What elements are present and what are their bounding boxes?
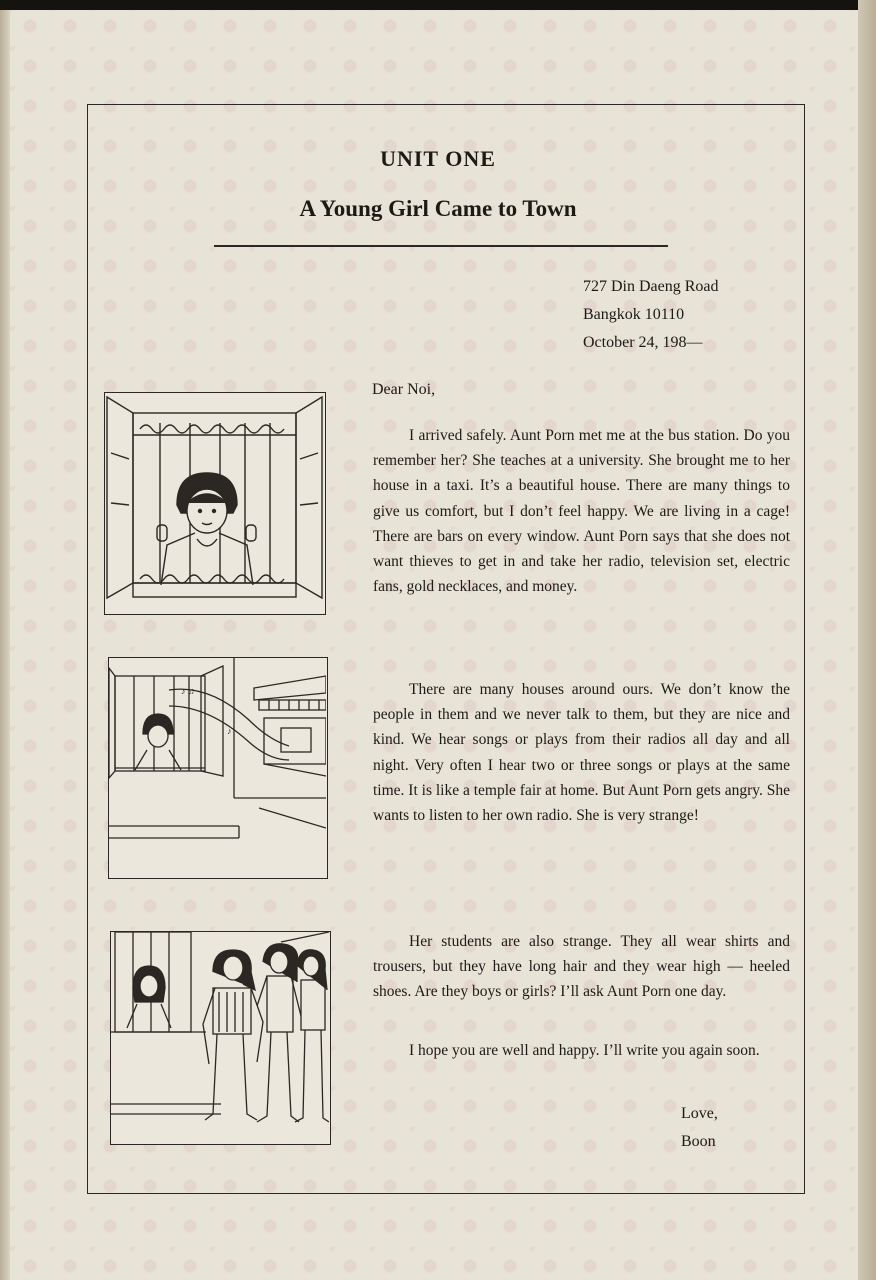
letter-address-block — [583, 273, 719, 357]
letter-salutation: Dear Noi, — [372, 381, 436, 398]
svg-text:♪: ♪ — [227, 726, 232, 736]
page-right-edge — [858, 0, 876, 1280]
address-city: Bangkok 10110 — [583, 306, 685, 323]
letter-paragraph-1 — [373, 423, 790, 599]
long-haired-students-icon — [110, 931, 331, 1145]
unit-heading: UNIT ONE — [380, 146, 496, 171]
girl-at-barred-window-icon — [104, 392, 326, 615]
letter-date: October 24, 198— — [583, 334, 703, 351]
title-divider — [214, 245, 668, 247]
paragraph-text: I hope you are well and happy. I’ll write you again soon. — [409, 1042, 760, 1059]
lesson-title: A Young Girl Came to Town — [299, 196, 577, 221]
letter-paragraph-3 — [373, 929, 790, 1005]
svg-text:♪ ♫: ♪ ♫ — [181, 686, 195, 696]
address-street: 727 Din Daeng Road — [583, 278, 719, 295]
closing-word: Love, — [681, 1105, 718, 1122]
letter-paragraph-2 — [373, 677, 790, 828]
signature: Boon — [681, 1133, 716, 1150]
letter-closing — [681, 1100, 718, 1156]
paragraph-text: There are many houses around ours. We don’t know the people in them and we never talk to them, but they are nice and kind. We hear songs or plays from their radios all day and all night. Very often I hear two or three songs or plays at the same time. It is like a temple fair at home. But Aunt Porn gets angry. She wants to listen to her own radio. She is very strange! — [373, 681, 790, 825]
paragraph-text: Her students are also strange. They all wear shirts and trousers, but they have long hair and they wear high — heeled shoes. Are they boys or girls? I’ll ask Aunt Porn one day. — [373, 933, 790, 1001]
book-spine-edge — [0, 0, 10, 1280]
paragraph-text: I arrived safely. Aunt Porn met me at the bus station. Do you remember her? She teaches at a university. She brought me to her house in a taxi. It’s a beautiful house. There are many things to give us comfort, but I don’t feel happy. We are living in a cage! There are bars on every window. Aunt Porn says that she does not want thieves to get in and take her radio, television set, electric fans, gold necklaces, and money. — [373, 427, 790, 596]
letter-paragraph-4 — [373, 1038, 790, 1063]
girl-hearing-neighbor-radios-icon — [108, 657, 328, 879]
scan-top-edge — [0, 0, 876, 10]
